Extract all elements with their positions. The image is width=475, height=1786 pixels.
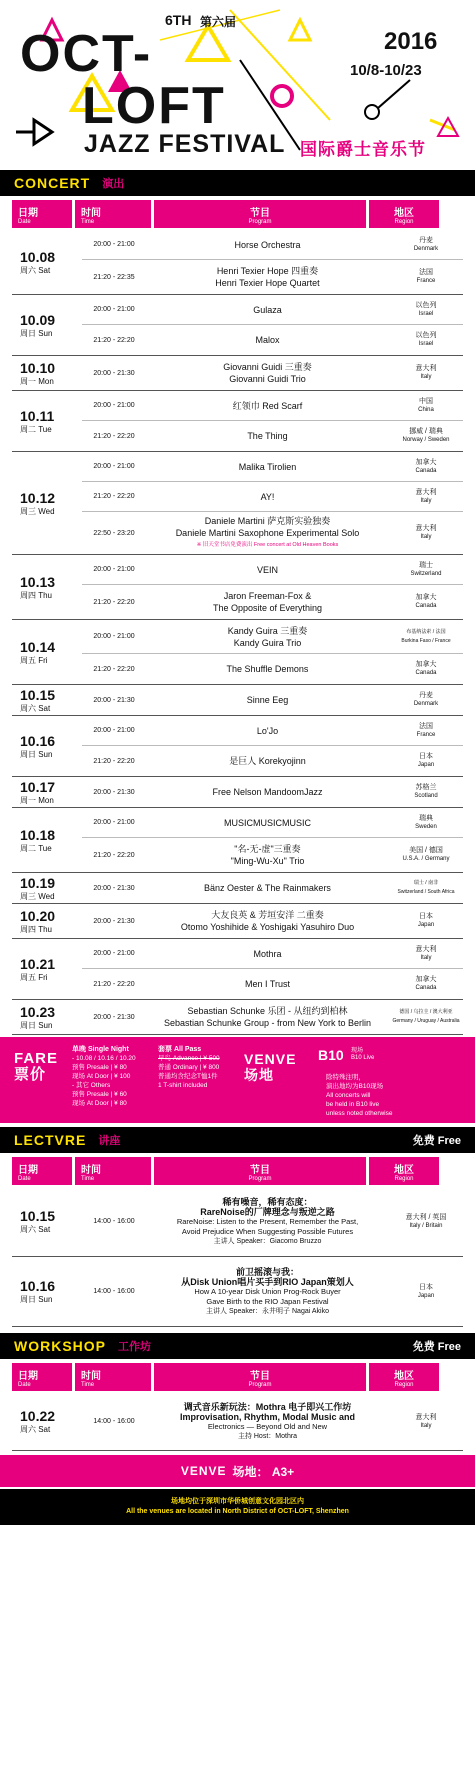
day-label: [12, 685, 82, 715]
lecture-speaker: 主讲人 Speaker：永井明子 Nagai Akiko: [206, 1307, 329, 1315]
day-date: 10.15: [20, 1208, 56, 1224]
concert-event: [82, 620, 463, 654]
event-region: 意大利 Italy: [415, 365, 437, 380]
event-program-line: Kandy Guira 三重奏: [227, 625, 308, 636]
festival-year: 2016: [384, 28, 438, 55]
venue-b10-sub: 现场 B10 Live: [351, 1048, 375, 1061]
event-program: [146, 663, 389, 675]
day-label: [12, 295, 82, 355]
concert-event: [82, 391, 463, 421]
event-region: 以色列 Israel: [415, 301, 437, 317]
day-date: 10.16: [20, 1278, 56, 1294]
event-region: 加拿大 Canada: [415, 976, 437, 991]
concert-day-row: [12, 904, 463, 939]
event-program: [146, 882, 389, 894]
event-program: [146, 817, 389, 829]
lecture-program-line: 稀有噪音，稀有态度：: [222, 1196, 313, 1207]
event-time: 20:00 - 21:00: [93, 727, 135, 734]
concert-day-row: [12, 295, 463, 356]
event-region: 加拿大 Canada: [415, 594, 437, 609]
concert-title-en: CONCERT: [14, 175, 91, 191]
concert-event: [82, 808, 463, 838]
venue-note: 除特殊注明， 演出地均为B10现场 All concerts will be held in B10 live unless noted otherwise: [326, 1074, 393, 1117]
col-date: 日期 Date: [12, 200, 72, 228]
edition-cn: 第六届: [200, 15, 237, 29]
event-time: 20:00 - 21:30: [93, 884, 135, 892]
event-program: [146, 909, 389, 933]
concert-event: [82, 939, 463, 969]
event-region: 意大利 / 英国 Italy / Britain: [405, 1213, 447, 1229]
event-program-line: Jaron Freeman-Fox &: [223, 591, 312, 601]
event-program-line: Gulaza: [253, 304, 282, 315]
event-program-line: AY!: [260, 491, 275, 502]
event-program: [146, 430, 389, 442]
event-time: 20:00 - 21:00: [93, 950, 135, 957]
concert-event: [82, 356, 463, 390]
event-program-line: "Ming-Wu-Xu" Trio: [230, 856, 305, 866]
festival-dates: 10/8-10/23: [350, 62, 422, 79]
event-time: 14:00 - 16:00: [93, 1418, 135, 1425]
event-time: 21:20 - 22:20: [93, 665, 135, 673]
event-program-line: Horse Orchestra: [234, 239, 301, 250]
workshop-row: [12, 1393, 463, 1451]
lecture-column-header: 日期 Date 时间 Time 节目 Program 地区 Region: [12, 1157, 463, 1185]
lecture-section-bar: [0, 1127, 475, 1153]
workshop-program-line: Electronics — Beyond Old and New: [207, 1421, 328, 1431]
event-time: 20:00 - 21:00: [93, 566, 135, 573]
concert-day-row: [12, 808, 463, 873]
day-weekday: 周一 Mon: [20, 376, 54, 386]
event-time: 21:20 - 22:20: [93, 493, 135, 500]
event-region: 丹麦 Denmark: [413, 692, 439, 707]
event-time: 20:00 - 21:00: [93, 633, 135, 640]
event-program-line: Henri Texier Hope 四重奏: [216, 266, 319, 276]
event-time: 20:00 - 21:30: [93, 369, 135, 377]
concert-title-cn: 演出: [102, 178, 125, 190]
event-time: 20:00 - 21:00: [93, 241, 135, 248]
day-label: [12, 716, 82, 776]
day-date: 10.19: [20, 874, 56, 891]
day-label: [12, 1000, 82, 1034]
event-region: 法国 France: [416, 722, 436, 738]
concert-event: [82, 1000, 463, 1034]
event-program-line: Lo'Jo: [256, 725, 279, 736]
event-program-line: Bänz Oester & The Rainmakers: [204, 883, 331, 893]
day-date: 10.21: [20, 955, 56, 972]
lecture-program-line: How A 10-year Disk Union Prog-Rock Buyer: [194, 1286, 341, 1296]
event-program: [146, 843, 389, 867]
logo-line-2: LOFT: [82, 77, 226, 135]
event-program-line: Men I Trust: [244, 979, 290, 989]
event-program-line: Sebastian Schunke 乐团 - 从纽约到柏林: [187, 1006, 348, 1016]
concert-event: [82, 969, 463, 999]
event-region: 以色列 Israel: [415, 332, 437, 347]
day-weekday: 周四 Thu: [20, 924, 53, 934]
concert-event: [82, 685, 463, 715]
concert-schedule: [0, 230, 475, 1035]
footer: [0, 1489, 475, 1525]
day-date: 10.08: [20, 248, 56, 265]
lecture-program-line: RareNoise: Listen to the Present, Remember the Past,: [176, 1216, 359, 1226]
event-program-line: "名-无-虚"三重奏: [234, 844, 301, 854]
event-region: 意大利 Italy: [415, 945, 437, 961]
event-time: 21:20 - 22:20: [93, 598, 135, 606]
lecture-title-cn: 讲座: [98, 1135, 121, 1147]
day-weekday: 周三 Wed: [20, 506, 55, 516]
festival-title-cn: 国际爵士音乐节: [300, 140, 426, 159]
col-region: 地区 Region: [369, 200, 439, 228]
day-weekday: 周五 Fri: [20, 972, 48, 982]
event-time: 20:00 - 21:00: [93, 402, 135, 409]
event-region: 瑞士 / 南非 Switzerland / South Africa: [397, 880, 455, 895]
event-time: 21:20 - 22:20: [93, 757, 135, 765]
day-label: [12, 356, 82, 390]
event-program-line: Malika Tirolien: [238, 461, 297, 472]
concert-event: [82, 555, 463, 585]
concert-event: [82, 585, 463, 619]
concert-section-bar: [0, 170, 475, 196]
concert-event: [82, 452, 463, 482]
day-weekday: 周一 Mon: [20, 795, 54, 805]
event-program-line: VEIN: [256, 564, 278, 575]
day-date: 10.23: [20, 1003, 56, 1020]
event-program: [146, 1267, 389, 1317]
event-program: [146, 265, 389, 289]
concert-day-row: [12, 1000, 463, 1035]
event-program-line: 红领巾 Red Scarf: [232, 400, 303, 411]
concert-day-row: [12, 391, 463, 452]
day-weekday: 周二 Tue: [20, 843, 52, 853]
event-program-line: Giovanni Guidi Trio: [229, 374, 306, 384]
day-weekday: 周日 Sun: [20, 1295, 53, 1304]
event-time: 20:00 - 21:30: [93, 696, 135, 704]
day-date: 10.18: [20, 826, 56, 843]
event-program-line: Kandy Guira Trio: [233, 637, 302, 648]
day-label: [12, 939, 82, 999]
event-program: [146, 564, 389, 576]
event-region: 瑞典 Sweden: [415, 814, 437, 830]
event-region: 日本 Japan: [417, 913, 435, 928]
workshop-free-label: 免费 Free: [412, 1341, 461, 1353]
day-weekday: 周六 Sat: [20, 1425, 51, 1434]
event-time: 21:20 - 22:20: [93, 336, 135, 344]
event-program: [146, 239, 389, 251]
lecture-row: [12, 1257, 463, 1327]
workshop-venue-bar: [0, 1455, 475, 1487]
poster-header: [0, 0, 475, 170]
col-program: 节目 Program: [154, 200, 366, 228]
event-region: 瑞士 Switzerland: [410, 561, 442, 577]
event-program-line: The Opposite of Everything: [212, 603, 323, 613]
day-label: [12, 808, 82, 872]
lecture-free-label: 免费 Free: [412, 1135, 461, 1147]
concert-column-header: [12, 200, 463, 228]
day-label: [12, 1408, 82, 1435]
fare-box: [0, 1037, 475, 1123]
concert-event: [82, 873, 463, 903]
day-weekday: 周日 Sun: [20, 749, 53, 759]
concert-day-row: [12, 777, 463, 808]
event-program-line: Sebastian Schunke Group - from New York to Berlin: [163, 1018, 372, 1028]
day-weekday: 周二 Tue: [20, 424, 52, 434]
lecture-program-line: 前卫摇滚与我：: [235, 1266, 299, 1277]
fare-all-pass: 套票 All Pass 早鸟 Advance | ¥ 500 普通 Ordinary | ¥ 800 普通均含纪念T恤1件 1 T-shirt included: [158, 1046, 220, 1089]
lecture-program-line: 从Disk Union唱片买手到RIO Japan策划人: [181, 1276, 354, 1287]
concert-event: [82, 838, 463, 872]
concert-event: [82, 325, 463, 355]
lecture-title-en: LECTVRE: [14, 1132, 87, 1148]
lecture-row: [12, 1187, 463, 1257]
concert-event: [82, 904, 463, 938]
day-date: 10.14: [20, 638, 56, 655]
concert-event: [82, 482, 463, 512]
event-region: 加拿大 Canada: [415, 458, 437, 474]
event-program-line: 是巨人 Korekyojinn: [229, 756, 306, 766]
event-program: [146, 1402, 389, 1442]
day-label: [12, 1208, 82, 1235]
event-program-line: Daniele Martini Saxophone Experimental Solo: [175, 528, 360, 538]
lecture-schedule: [0, 1187, 475, 1327]
event-region: 法国 France: [416, 269, 436, 284]
concert-event: [82, 716, 463, 746]
logo-jazz-festival: JAZZ FESTIVAL: [84, 130, 286, 158]
event-time: 14:00 - 16:00: [93, 1218, 135, 1225]
day-date: 10.10: [20, 359, 56, 376]
event-region: 意大利 Italy: [415, 1413, 437, 1429]
day-label: [12, 555, 82, 619]
event-program: [146, 948, 389, 960]
event-region: 丹麦 Denmark: [413, 236, 439, 252]
event-program-line: 大友良英 & 芳垣安洋 二重奏: [211, 910, 324, 920]
concert-day-row: [12, 939, 463, 1000]
event-program-line: Mothra: [253, 948, 282, 959]
event-region: 意大利 Italy: [415, 525, 437, 540]
day-label: [12, 391, 82, 451]
concert-day-row: [12, 555, 463, 620]
event-time: 20:00 - 21:30: [93, 1013, 135, 1021]
concert-day-row: [12, 452, 463, 555]
workshop-venue-en: VENVE: [180, 1464, 227, 1478]
day-date: 10.12: [20, 489, 56, 506]
day-date: 10.11: [20, 407, 55, 424]
event-region: 美国 / 德国 U.S.A. / Germany: [402, 847, 450, 862]
concert-day-row: [12, 873, 463, 904]
day-date: 10.16: [20, 732, 56, 749]
event-program: [146, 694, 389, 706]
event-program: [146, 1005, 389, 1029]
event-note: ※ 旧天堂书店免费演出 Free concert at Old Heaven Books: [196, 542, 339, 548]
concert-event: [82, 512, 463, 554]
event-program: [146, 334, 389, 346]
concert-event: [82, 230, 463, 260]
concert-event: [82, 421, 463, 451]
day-date: 10.15: [20, 686, 56, 703]
day-label: [12, 230, 82, 294]
event-program: [146, 590, 389, 614]
workshop-venue-label: 场地： A3+: [232, 1464, 295, 1479]
workshop-program-line: 调式音乐新玩法：Mothra 电子即兴工作坊: [183, 1401, 352, 1412]
event-time: 20:00 - 21:00: [93, 819, 135, 826]
concert-day-row: [12, 716, 463, 777]
day-weekday: 周六 Sat: [20, 1225, 51, 1234]
event-time: 20:00 - 21:00: [93, 463, 135, 470]
event-program-line: Malox: [255, 335, 280, 345]
workshop-column-header: 日期 Date 时间 Time 节目 Program 地区 Region: [12, 1363, 463, 1391]
event-program-line: Free Nelson MandoomJazz: [212, 787, 323, 797]
day-date: 10.13: [20, 573, 56, 590]
event-time: 20:00 - 21:30: [93, 788, 135, 796]
event-program: [146, 491, 389, 503]
event-program: [146, 1197, 389, 1247]
event-program: [146, 978, 389, 990]
event-time: 22:50 - 23:20: [93, 529, 135, 537]
event-region: 布基纳法索 / 法国 Burkina Faso / France: [401, 628, 451, 644]
day-label: [12, 620, 82, 684]
concert-event: [82, 746, 463, 776]
event-program-line: Daniele Martini 萨克斯实验独奏: [204, 516, 331, 526]
concert-day-row: [12, 620, 463, 685]
event-time: 20:00 - 21:00: [93, 306, 135, 313]
footer-line-cn: 场地均位于深圳市华侨城创意文化园北区内: [171, 1498, 304, 1505]
workshop-section-bar: [0, 1333, 475, 1359]
event-program-line: Giovanni Guidi 三重奏: [223, 362, 312, 372]
col-time: 时间 Time: [75, 200, 151, 228]
venue-title: VENVE 场地: [244, 1051, 297, 1083]
day-weekday: 周日 Sun: [20, 1020, 53, 1030]
day-weekday: 周六 Sat: [20, 265, 51, 275]
event-region: 日本 Japan: [417, 1283, 435, 1299]
concert-event: [82, 654, 463, 684]
event-region: 日本 Japan: [417, 753, 435, 768]
day-weekday: 周四 Thu: [20, 590, 53, 600]
workshop-title-cn: 工作坊: [118, 1341, 151, 1353]
event-program: [146, 515, 389, 551]
event-program-line: The Thing: [247, 431, 288, 441]
event-time: 21:20 - 22:20: [93, 851, 135, 859]
event-program: [146, 755, 389, 767]
event-time: 21:20 - 22:20: [93, 980, 135, 988]
event-region: 中国 China: [418, 397, 434, 413]
day-weekday: 周五 Fri: [20, 655, 48, 665]
event-region: 挪威 / 瑞典 Norway / Sweden: [402, 428, 450, 443]
day-date: 10.09: [20, 311, 56, 328]
event-program: [146, 625, 389, 649]
concert-day-row: [12, 230, 463, 295]
day-label: [12, 1278, 82, 1305]
fare-single-night: 单晚 Single Night - 10.08 / 10.16 / 10.20 预售 Presale | ¥ 80 现场 At Door | ¥ 100 - 其它 Others 预售 Presale | ¥ 60 现场 At Door | ¥ 80: [72, 1046, 136, 1107]
event-region: 德国 / 乌拉圭 / 澳大利亚 Germany / Uruguay / Australia: [392, 1009, 460, 1024]
lecture-speaker: 主讲人 Speaker：Giacomo Bruzzo: [213, 1237, 322, 1245]
concert-day-row: [12, 356, 463, 391]
concert-event: [82, 260, 463, 294]
event-program: [146, 725, 389, 737]
event-region: 意大利 Italy: [415, 488, 437, 504]
event-region: 苏格兰 Scotland: [414, 784, 438, 799]
venue-b10: B10: [318, 1047, 344, 1063]
workshop-title-en: WORKSHOP: [14, 1338, 106, 1354]
day-label: [12, 452, 82, 554]
event-time: 20:00 - 21:30: [93, 917, 135, 925]
event-region: 加拿大 Canada: [415, 661, 437, 676]
day-date: 10.20: [20, 907, 56, 924]
lecture-program-line: RareNoise的厂牌理念与叛逆之路: [200, 1206, 335, 1217]
day-date: 10.22: [20, 1408, 56, 1424]
workshop-speaker: 主持 Host：Mothra: [237, 1432, 298, 1440]
event-time: 21:20 - 22:20: [93, 432, 135, 440]
day-weekday: 周三 Wed: [20, 891, 55, 901]
workshop-program-line: Improvisation, Rhythm, Modal Music and: [179, 1411, 356, 1422]
day-label: [12, 904, 82, 938]
concert-event: [82, 295, 463, 325]
day-date: 10.17: [20, 778, 56, 795]
logo-line-1: OCT-: [20, 25, 153, 83]
event-program-line: Sinne Eeg: [246, 695, 289, 705]
lecture-program-line: Avoid Prejudice When Suggesting Possible Futures: [181, 1226, 354, 1236]
event-program-line: Otomo Yoshihide & Yoshigaki Yasuhiro Duo: [180, 922, 355, 932]
event-program: [146, 304, 389, 316]
event-program-line: Henri Texier Hope Quartet: [215, 278, 320, 288]
event-time: 14:00 - 16:00: [93, 1288, 135, 1295]
event-program: [146, 361, 389, 385]
concert-event: [82, 777, 463, 807]
fare-title: FARE 票价: [14, 1050, 59, 1083]
event-time: 21:20 - 22:35: [93, 273, 135, 281]
workshop-schedule: [0, 1393, 475, 1451]
event-program: [146, 461, 389, 473]
day-weekday: 周六 Sat: [20, 703, 51, 713]
concert-day-row: [12, 685, 463, 716]
day-weekday: 周日 Sun: [20, 328, 53, 338]
event-program-line: MUSICMUSICMUSIC: [224, 817, 311, 828]
edition-en: 6TH: [165, 12, 192, 28]
event-program-line: The Shuffle Demons: [226, 664, 309, 674]
event-program: [146, 786, 389, 798]
lecture-program-line: Gave Birth to the RIO Japan Festival: [206, 1296, 329, 1306]
footer-line-en: All the venues are located in North District of OCT-LOFT, Shenzhen: [126, 1508, 349, 1515]
day-label: [12, 873, 82, 903]
day-label: [12, 777, 82, 807]
event-program: [146, 400, 389, 412]
